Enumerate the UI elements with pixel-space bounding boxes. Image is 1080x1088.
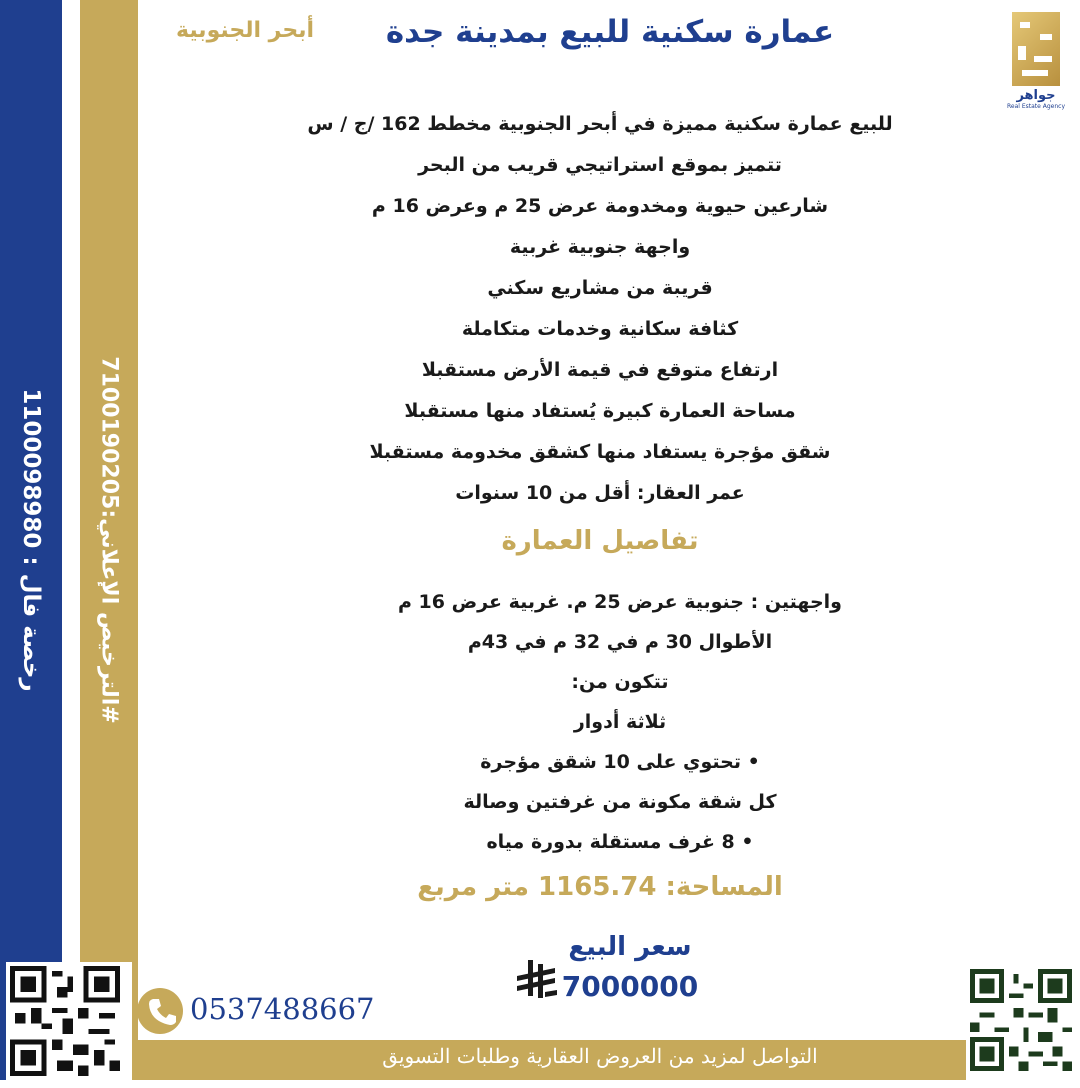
feature-line: شارعين حيوية ومخدومة عرض 25 م وعرض 16 م	[371, 195, 829, 217]
detail-line: كل شقة مكونة من غرفتين وصالة	[463, 791, 777, 813]
feature-line: واجهة جنوبية غربية	[509, 236, 691, 258]
detail-line: واجهتين : جنوبية عرض 25 م. غربية عرض 16 م	[398, 591, 842, 613]
qr-code-icon[interactable]	[6, 962, 132, 1088]
qr-code-icon[interactable]	[966, 965, 1080, 1083]
feature-line: ارتفاع متوقع في قيمة الأرض مستقبلا	[421, 359, 779, 381]
features-list	[200, 104, 1000, 514]
feature-line: شقق مؤجرة يستفاد منها كشقق مخدومة مستقبلا	[369, 441, 831, 463]
detail-line: ثلاثة أدوار	[573, 711, 667, 733]
page-title: عمارة سكنية للبيع بمدينة جدة	[385, 14, 835, 50]
logo-mark-icon	[1012, 12, 1060, 86]
ad-license-text: الترخيص الإعلاني:7100190205#	[96, 356, 122, 724]
detail-line: • 8 غرف مستقلة بدورة مياه	[486, 831, 754, 853]
fal-license-text: رخصة فال : 1100098980	[18, 388, 44, 692]
logo-tagline: Real Estate Agency	[1007, 103, 1065, 110]
logo-name: جواهر	[1016, 88, 1056, 103]
feature-line: للبيع عمارة سكنية مميزة في أبحر الجنوبية مخطط 162 /ج / س	[307, 113, 893, 135]
location-title: أبحر الجنوبية	[175, 18, 314, 43]
area-text: المساحة: 1165.74 متر مربع	[417, 872, 783, 902]
feature-line: عمر العقار: أقل من 10 سنوات	[455, 482, 745, 504]
feature-line: قريبة من مشاريع سكني	[487, 277, 713, 299]
details-title: تفاصيل العمارة	[501, 526, 699, 556]
feature-line: كثافة سكانية وخدمات متكاملة	[461, 318, 739, 340]
feature-line: مساحة العمارة كبيرة يُستفاد منها مستقبلا	[404, 400, 796, 422]
price-label: سعر البيع	[568, 932, 692, 962]
price-value: 7000000	[561, 970, 699, 1003]
feature-line: تتميز بموقع استراتيجي قريب من البحر	[418, 154, 782, 176]
detail-line: الأطوال 30 م في 32 م في 43م	[467, 631, 773, 653]
company-logo	[1005, 12, 1067, 122]
footer-text: التواصل لمزيد من العروض العقارية وطلبات التسويق	[382, 1044, 818, 1068]
detail-line: تتكون من:	[571, 671, 669, 693]
details-list	[340, 582, 900, 862]
riyal-icon	[515, 958, 559, 1002]
phone-icon[interactable]	[137, 988, 183, 1034]
detail-line: • تحتوي على 10 شقق مؤجرة	[480, 751, 760, 773]
phone-number[interactable]: 0537488667	[190, 992, 375, 1026]
